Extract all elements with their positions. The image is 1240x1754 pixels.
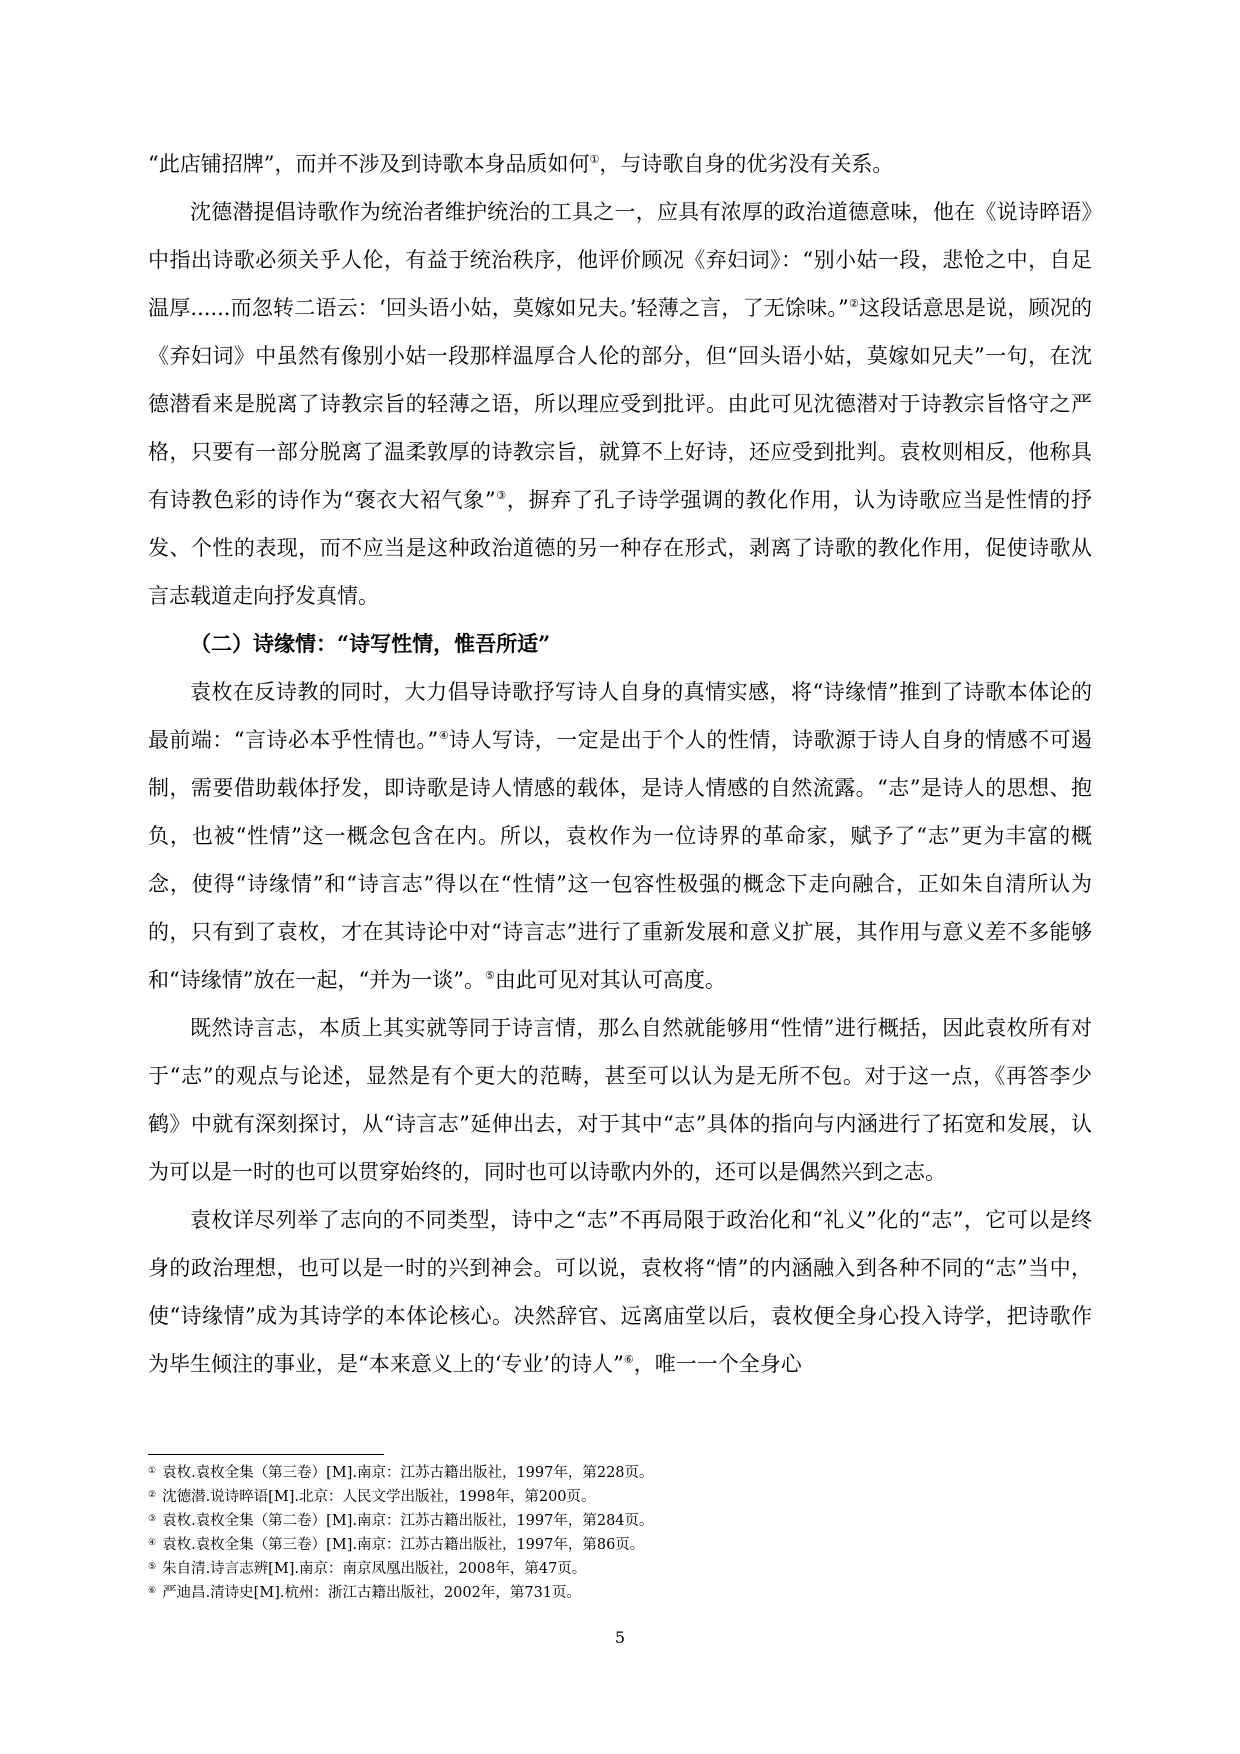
page-number: 5 [614, 1628, 626, 1647]
footnote-mark: ⑥ [148, 1586, 157, 1596]
footnote-text: 袁枚.袁枚全集（第三卷）[M].南京：江苏古籍出版社，1997年，第228页。 [162, 1465, 654, 1481]
footnote [148, 1580, 1092, 1604]
footnote [148, 1556, 1092, 1580]
paragraph-text: “此店铺招牌”，而并不涉及到诗歌本身品质如何 [148, 152, 590, 176]
paragraph-text: 诗人写诗，一定是出于个人的性情，诗歌源于诗人自身的情感不可遏制，需要借助载体抒发，即诗歌是诗人情感的载体，是诗人情感的自然流露。“志”是诗人的思想、抱负，也被“性情”这一概念包含在内。所以，袁枚作为一位诗界的革命家，赋予了“志”更为丰富的概念，使得“诗缘情”和“诗言志”得以在“性情”这一包容性极强的概念下走向融合，正如朱自清所认为的，只有到了袁枚，才在其诗论中对“诗言志”进行了重新发展和意义扩展，其作用与意义差不多能够和“诗缘情”放在一起，“并为一谈”。 [148, 728, 1092, 992]
paragraph-text: ，唯一一个全身心 [633, 1352, 802, 1376]
paragraph-text: 沈德潜提倡诗歌作为统治者维护统治的工具之一，应具有浓厚的政治道德意味，他在《说诗晬语》中指出诗歌必须关乎人伦，有益于统治秩序，他评价顾况《弃妇词》：“别小姑一段，悲怆之中，自足温厚......而忽转二语云：‘回头语小姑，莫嫁如兄夫。’轻薄之言，了无馀味。” [148, 200, 1092, 320]
paragraph [148, 668, 1092, 1004]
paragraph [148, 188, 1092, 620]
footnote-reference: ④ [438, 729, 450, 742]
footnote-mark: ④ [148, 1538, 157, 1548]
paragraph-text: ，摒弃了孔子诗学强调的教化作用，认为诗歌应当是性情的抒发、个性的表现，而不应当是这种政治道德的另一种存在形式，剥离了诗歌的教化作用，促使诗歌从言志载道走向抒发真情。 [148, 488, 1092, 608]
footnote-reference: ③ [495, 489, 507, 502]
footnote [148, 1460, 1092, 1484]
footnote-text: 沈德潜.说诗晬语[M].北京：人民文学出版社，1998年，第200页。 [162, 1489, 596, 1505]
body-text [148, 140, 1092, 1388]
footnote-reference: ⑤ [484, 969, 495, 982]
footnote [148, 1484, 1092, 1508]
paragraph-text: 袁枚详尽列举了志向的不同类型，诗中之“志”不再局限于政治化和“礼义”化的“志”，它可以是终身的政治理想，也可以是一时的兴到神会。可以说，袁枚将“情”的内涵融入到各种不同的“志”当中，使“诗缘情”成为其诗学的本体论核心。决然辞官、远离庙堂以后，袁枚便全身心投入诗学，把诗歌作为毕生倾注的事业，是“本来意义上的‘专业’的诗人” [148, 1208, 1092, 1376]
footnote-mark: ① [148, 1466, 157, 1476]
footnote-mark: ③ [148, 1514, 157, 1524]
paragraph [148, 140, 1092, 188]
paragraph-text: 既然诗言志，本质上其实就等同于诗言情，那么自然就能够用“性情”进行概括，因此袁枚所有对于“志”的观点与论述，显然是有个更大的范畴，甚至可以认为是无所不包。对于这一点，《再答李少鹤》中就有深刻探讨，从“诗言志”延伸出去，对于其中“志”具体的指向与内涵进行了拓宽和发展，认为可以是一时的也可以贯穿始终的，同时也可以诗歌内外的，还可以是偶然兴到之志。 [148, 1016, 1092, 1184]
footnotes [148, 1460, 1092, 1604]
footnote-mark: ② [148, 1490, 157, 1500]
footnote [148, 1508, 1092, 1532]
section-heading: （二）诗缘情：“诗写性情，惟吾所适” [190, 631, 551, 656]
footnote-text: 严迪昌.清诗史[M].杭州：浙江古籍出版社，2002年，第731页。 [162, 1585, 582, 1601]
footnote-reference: ② [848, 297, 860, 310]
paragraph [148, 1004, 1092, 1196]
paragraph-text: 由此可见对其认可高度。 [494, 968, 726, 992]
footnote-reference: ⑥ [623, 1353, 634, 1366]
footnote-divider [148, 1454, 384, 1455]
footnote [148, 1532, 1092, 1556]
paragraph-text: 这段话意思是说，顾况的《弃妇词》中虽然有像别小姑一段那样温厚合人伦的部分，但“回头语小姑，莫嫁如兄夫”一句，在沈德潜看来是脱离了诗教宗旨的轻薄之语，所以理应受到批评。由此可见沈德潜对于诗教宗旨恪守之严格，只要有一部分脱离了温柔敦厚的诗教宗旨，就算不上好诗，还应受到批判。袁枚则相反，他称具有诗教色彩的诗作为“褒衣大袑气象” [148, 296, 1092, 512]
footnote-text: 朱自清.诗言志辨[M].南京：南京凤凰出版社，2008年，第47页。 [162, 1561, 587, 1577]
footnote-reference: ① [589, 153, 600, 166]
footnote-mark: ⑤ [148, 1562, 157, 1572]
footnote-text: 袁枚.袁枚全集（第三卷）[M].南京：江苏古籍出版社，1997年，第86页。 [162, 1537, 645, 1553]
paragraph-text: ，与诗歌自身的优劣没有关系。 [599, 152, 894, 176]
footnote-text: 袁枚.袁枚全集（第二卷）[M].南京：江苏古籍出版社，1997年，第284页。 [162, 1513, 654, 1529]
paragraph-text: 袁枚在反诗教的同时，大力倡导诗歌抒写诗人自身的真情实感，将“诗缘情”推到了诗歌本体论的最前端：“言诗必本乎性情也。” [148, 680, 1092, 752]
paragraph [148, 1196, 1092, 1388]
